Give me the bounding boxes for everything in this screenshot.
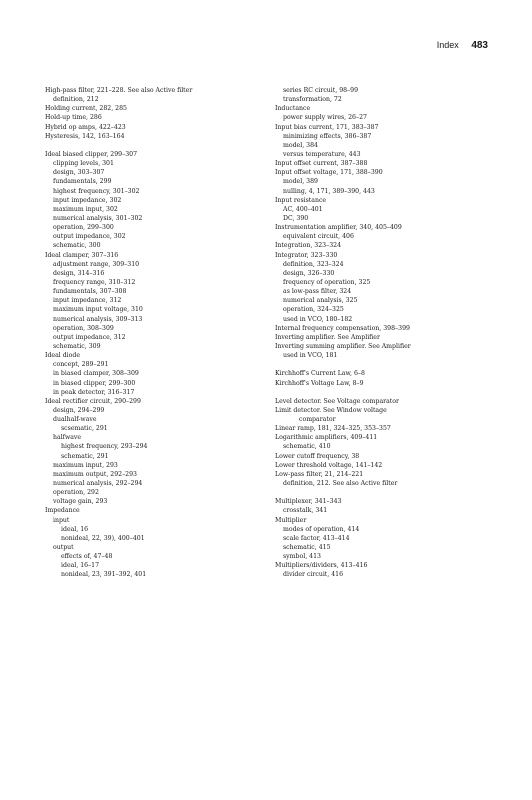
index-subentry: clipping levels, 301 <box>53 160 114 168</box>
index-subentry: frequency range, 310–312 <box>53 278 136 286</box>
index-subentry: maximum input, 302 <box>53 205 118 213</box>
index-subentry: used in VCO, 180–182 <box>283 315 353 323</box>
index-entry: Hysteresis, 142, 163–164 <box>45 132 125 140</box>
index-subentry: output <box>53 544 74 552</box>
index-entry: Inverting summing amplifier. See Amplifier <box>275 342 411 350</box>
index-subentry: symbol, 413 <box>283 553 321 561</box>
index-entry: Ideal clamper, 307–316 <box>45 251 119 259</box>
index-subentry: effects of, 47–48 <box>61 553 113 561</box>
index-subentry: model, 389 <box>283 178 318 186</box>
index-subentry: DC, 390 <box>283 214 309 222</box>
index-entry: Hold-up time, 286 <box>45 114 102 122</box>
index-subentry: definition, 212. See also Active filter <box>283 480 398 488</box>
index-entry: Inductance <box>275 105 311 113</box>
index-entry: Input offset current, 387–388 <box>275 160 368 168</box>
index-subentry: highest frequency, 301–302 <box>53 187 140 195</box>
index-subentry: in biased clamper, 308–309 <box>53 370 139 378</box>
index-subentry: definition, 323–324 <box>283 260 344 268</box>
index-subentry: maximum input voltage, 310 <box>53 306 143 314</box>
index-entry: Linear ramp, 181, 324–325, 353–357 <box>275 425 391 433</box>
index-entry: Input offset voltage, 171, 388–390 <box>275 169 383 177</box>
index-subentry: frequency of operation, 325 <box>283 278 371 286</box>
index-subentry: schematic, 309 <box>53 342 101 350</box>
index-subentry: AC, 400–401 <box>283 205 323 213</box>
index-subentry: operation, 299–300 <box>53 224 114 232</box>
index-entry: Low-pass filter, 21, 214–221 <box>275 470 364 478</box>
index-entry: Level detector. See Voltage comparator <box>275 397 399 405</box>
index-subentry: dualhalf-wave <box>53 416 97 424</box>
index-subentry: model, 384 <box>283 141 318 149</box>
index-entry: Multiplexer, 341–343 <box>275 498 342 506</box>
index-subentry: divider circuit, 416 <box>283 571 344 579</box>
index-subentry: output impedance, 312 <box>53 333 126 341</box>
index-subentry: adjustment range, 309–310 <box>53 260 140 268</box>
page-header <box>437 40 488 51</box>
index-entry: Internal frequency compensation, 398–399 <box>275 324 410 332</box>
index-subentry: transformation, 72 <box>283 96 342 104</box>
index-subentry: schematic, 300 <box>53 242 101 250</box>
index-subentry: nulling, 4, 171, 389–390, 443 <box>283 187 375 195</box>
index-column-right <box>275 86 487 580</box>
index-entry: Instrumentation amplifier, 340, 405–409 <box>275 224 402 232</box>
index-subentry: scsematic, 291 <box>61 425 108 433</box>
index-subentry: voltage gain, 293 <box>53 498 108 506</box>
index-subentry: schematic, 415 <box>283 544 331 552</box>
section-gap <box>275 388 487 397</box>
index-subentry: in peak detector, 316–317 <box>53 388 135 396</box>
index-subentry: fundamentals, 299 <box>53 178 112 186</box>
index-subentry: numerical analysis, 309–313 <box>53 315 143 323</box>
index-column-left <box>45 86 257 580</box>
index-entry: Lower threshold voltage, 141–142 <box>275 461 383 469</box>
index-subentry: numerical analysis, 292–294 <box>53 480 143 488</box>
index-subentry: highest frequency, 293–294 <box>61 443 148 451</box>
index-entry: Integrator, 323–330 <box>275 251 338 259</box>
index-subentry: fundamentals, 307–308 <box>53 288 127 296</box>
index-entry: Impedance <box>45 507 80 515</box>
index-entry: Kirchhoff's Current Law, 6–8 <box>275 370 365 378</box>
index-entry: Input bias current, 171, 383–387 <box>275 123 379 131</box>
index-subentry: equivalent circuit, 406 <box>283 233 354 241</box>
index-entry: Kirchhoff's Voltage Law, 8–9 <box>275 379 364 387</box>
index-subentry: schematic, 291 <box>61 452 109 460</box>
index-entry: Ideal rectifier circuit, 290–299 <box>45 397 141 405</box>
index-subentry: operation, 292 <box>53 489 99 497</box>
index-subentry: power supply wires, 26–27 <box>283 114 367 122</box>
index-subentry: halfwave <box>53 434 82 442</box>
index-subentry: nonideal, 23, 391–392, 401 <box>61 571 147 579</box>
index-subentry: scale factor, 413–414 <box>283 534 350 542</box>
index-subentry: output impedance, 302 <box>53 233 126 241</box>
index-entry: Integration, 323–324 <box>275 242 342 250</box>
index-subentry: nonideal, 22, 39), 400–401 <box>61 534 145 542</box>
index-subentry: schematic, 410 <box>283 443 331 451</box>
index-entry: Input resistance <box>275 196 327 204</box>
index-subentry: in biased clipper, 299–300 <box>53 379 136 387</box>
index-entry: Inverting amplifier. See Amplifier <box>275 333 380 341</box>
index-entry: Ideal diode <box>45 352 80 360</box>
section-gap <box>275 360 487 369</box>
index-subentry: crosstalk, 341 <box>283 507 328 515</box>
index-entry: Lower cutoff frequency, 38 <box>275 452 360 460</box>
index-subentry: minimizing effects, 386–387 <box>283 132 372 140</box>
index-subentry: numerical analysis, 301–302 <box>53 214 143 222</box>
index-entry: Multiplier <box>275 516 307 524</box>
index-subentry: ideal, 16 <box>61 525 89 533</box>
index-subentry: comparator <box>299 416 336 424</box>
section-gap <box>275 488 487 497</box>
index-entry: Ideal biased clipper, 299–307 <box>45 150 138 158</box>
section-gap <box>45 141 257 150</box>
index-subentry: maximum output, 292–293 <box>53 470 137 478</box>
index-entry: Hybrid op amps, 422–423 <box>45 123 126 131</box>
index-entry: Holding current, 282, 285 <box>45 105 127 113</box>
index-entry: Logarithmic amplifiers, 409–411 <box>275 434 378 442</box>
index-subentry: design, 314–316 <box>53 269 105 277</box>
index-subentry: concept, 289–291 <box>53 361 109 369</box>
page-number: 483 <box>471 40 488 51</box>
index-subentry: modes of operation, 414 <box>283 525 360 533</box>
index-entry: High-pass filter, 221–228. See also Active filter <box>45 87 193 94</box>
index-subentry: input impedance, 312 <box>53 297 122 305</box>
running-head: Index <box>436 40 459 50</box>
index-subentry: design, 294–299 <box>53 406 105 414</box>
index-subentry: versus temperature, 443 <box>283 150 361 158</box>
index-subentry: numerical analysis, 325 <box>283 297 358 305</box>
index-subentry: as low-pass filter, 324 <box>283 288 352 296</box>
index-subentry: maximum input, 293 <box>53 461 118 469</box>
index-subentry: definition, 212 <box>53 96 99 104</box>
index-subentry: input impedance, 302 <box>53 196 122 204</box>
index-subentry: operation, 324–325 <box>283 306 344 314</box>
index-subentry: operation, 308–309 <box>53 324 114 332</box>
index-entry: Multipliers/dividers, 413–416 <box>275 562 368 570</box>
index-subentry: used in VCO, 181 <box>283 352 338 360</box>
index-subentry: ideal, 16–17 <box>61 562 100 570</box>
index-entry: Limit detector. See Window voltage <box>275 406 387 414</box>
index-subentry: design, 326–330 <box>283 269 335 277</box>
index-subentry: series RC circuit, 98–99 <box>283 87 359 94</box>
index-subentry: design, 303–307 <box>53 169 105 177</box>
index-subentry: input <box>53 516 70 524</box>
